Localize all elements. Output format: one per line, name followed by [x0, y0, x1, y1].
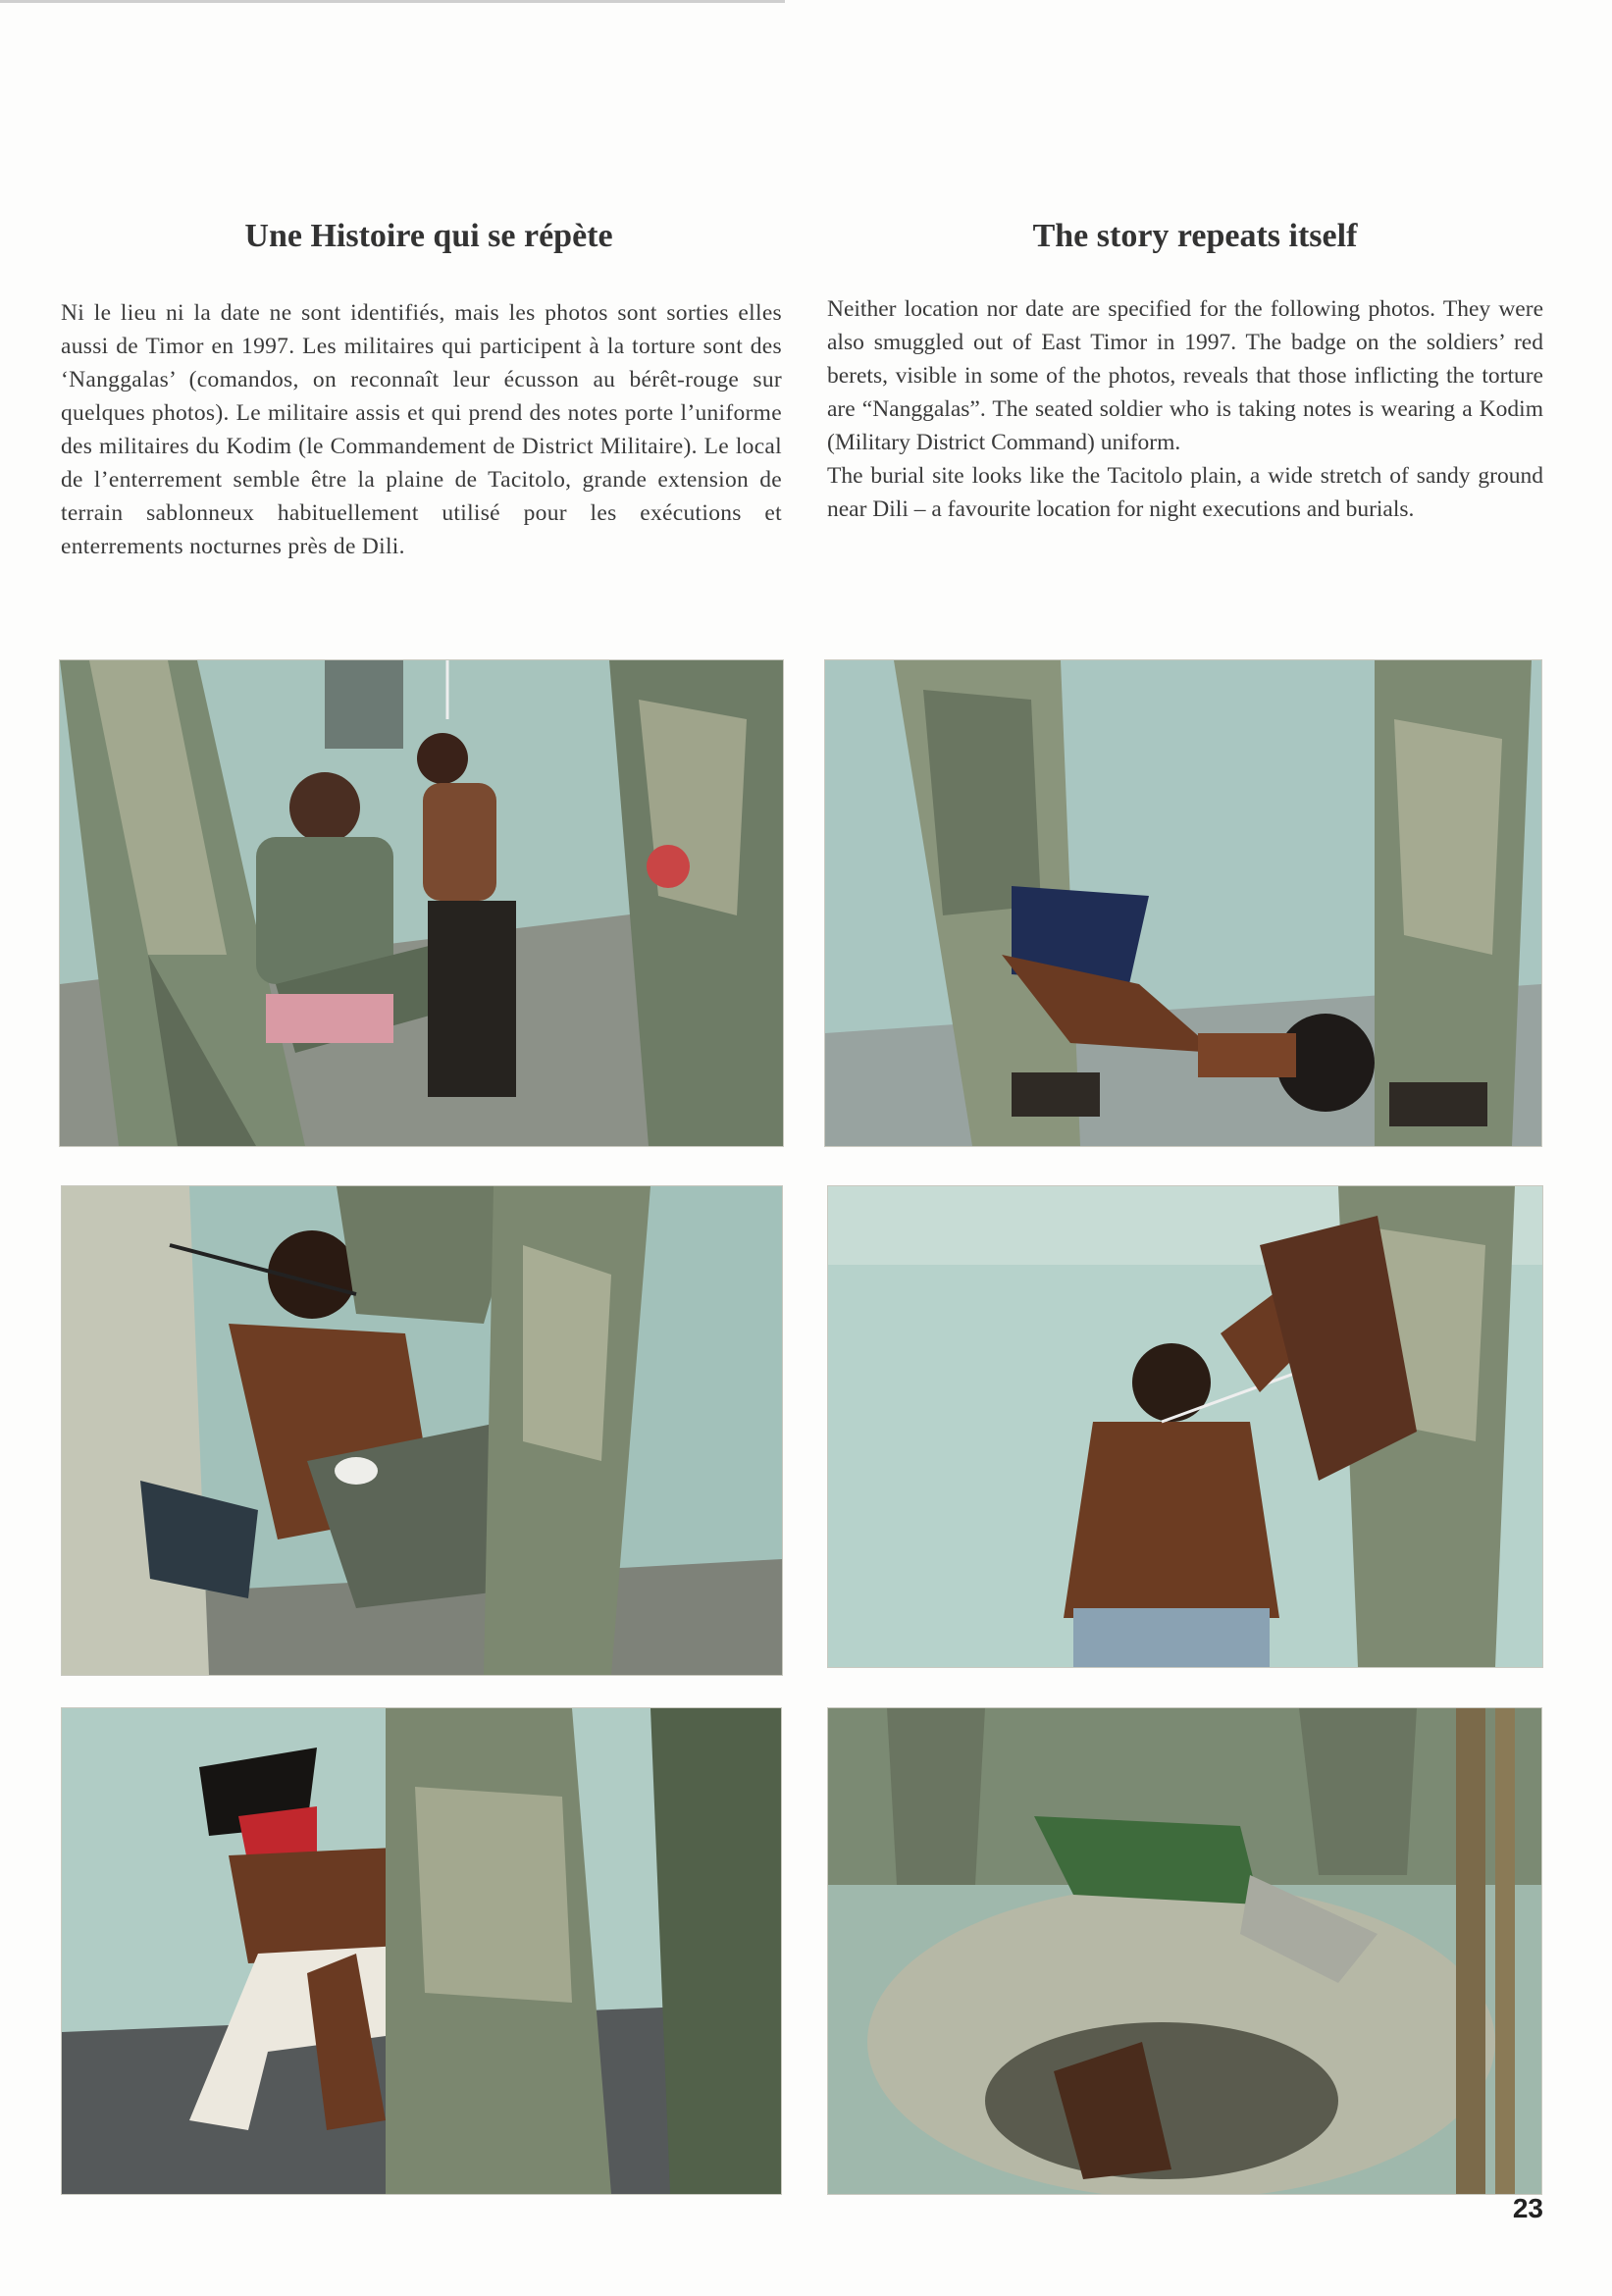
photo-6 — [827, 1707, 1542, 2195]
photo-1 — [59, 659, 784, 1147]
photo-2 — [824, 659, 1542, 1147]
photo-4 — [827, 1185, 1543, 1668]
top-rule — [0, 0, 785, 3]
english-paragraph-2: The burial site looks like the Tacitolo plain, a wide stretch of sandy ground near Dili – a favourite location for night executions and burials. — [827, 463, 1543, 522]
photo-3 — [61, 1185, 783, 1676]
french-paragraph: Ni le lieu ni la date ne sont identifiés, mais les photos sont sorties elles aussi de Timor en 1997. Les militaires qui participent à la torture sont des ‘Nanggalas’ (comandos, on reconnaît leur écusson au bérêt-rouge sur quelques photos). Le militaire assis et qui prend des notes porte l’uniforme des militaires du Kodim (le Commandement de District Militaire). Le local de l’enterrement semble être la plaine de Tacitolo, grande extension de terrain sablonneux habituellement utilisé pour les exécutions et enterrements nocturnes près de Dili. — [61, 300, 782, 559]
french-heading: Une Histoire qui se répète — [244, 218, 613, 254]
english-paragraph-1: Neither location nor date are specified for the following photos. They were also smuggled out of East Timor in 1997. The badge on the soldiers’ red berets, visible in some of the photos, reveals that those inflicting the torture are “Nanggalas”. The seated soldier who is taking notes is wearing a Kodim (Military District Command) uniform. — [827, 296, 1543, 455]
english-heading: The story repeats itself — [1032, 218, 1358, 254]
english-text — [827, 292, 1543, 526]
page-number: 23 — [1512, 2193, 1543, 2223]
photo-5 — [61, 1707, 782, 2195]
